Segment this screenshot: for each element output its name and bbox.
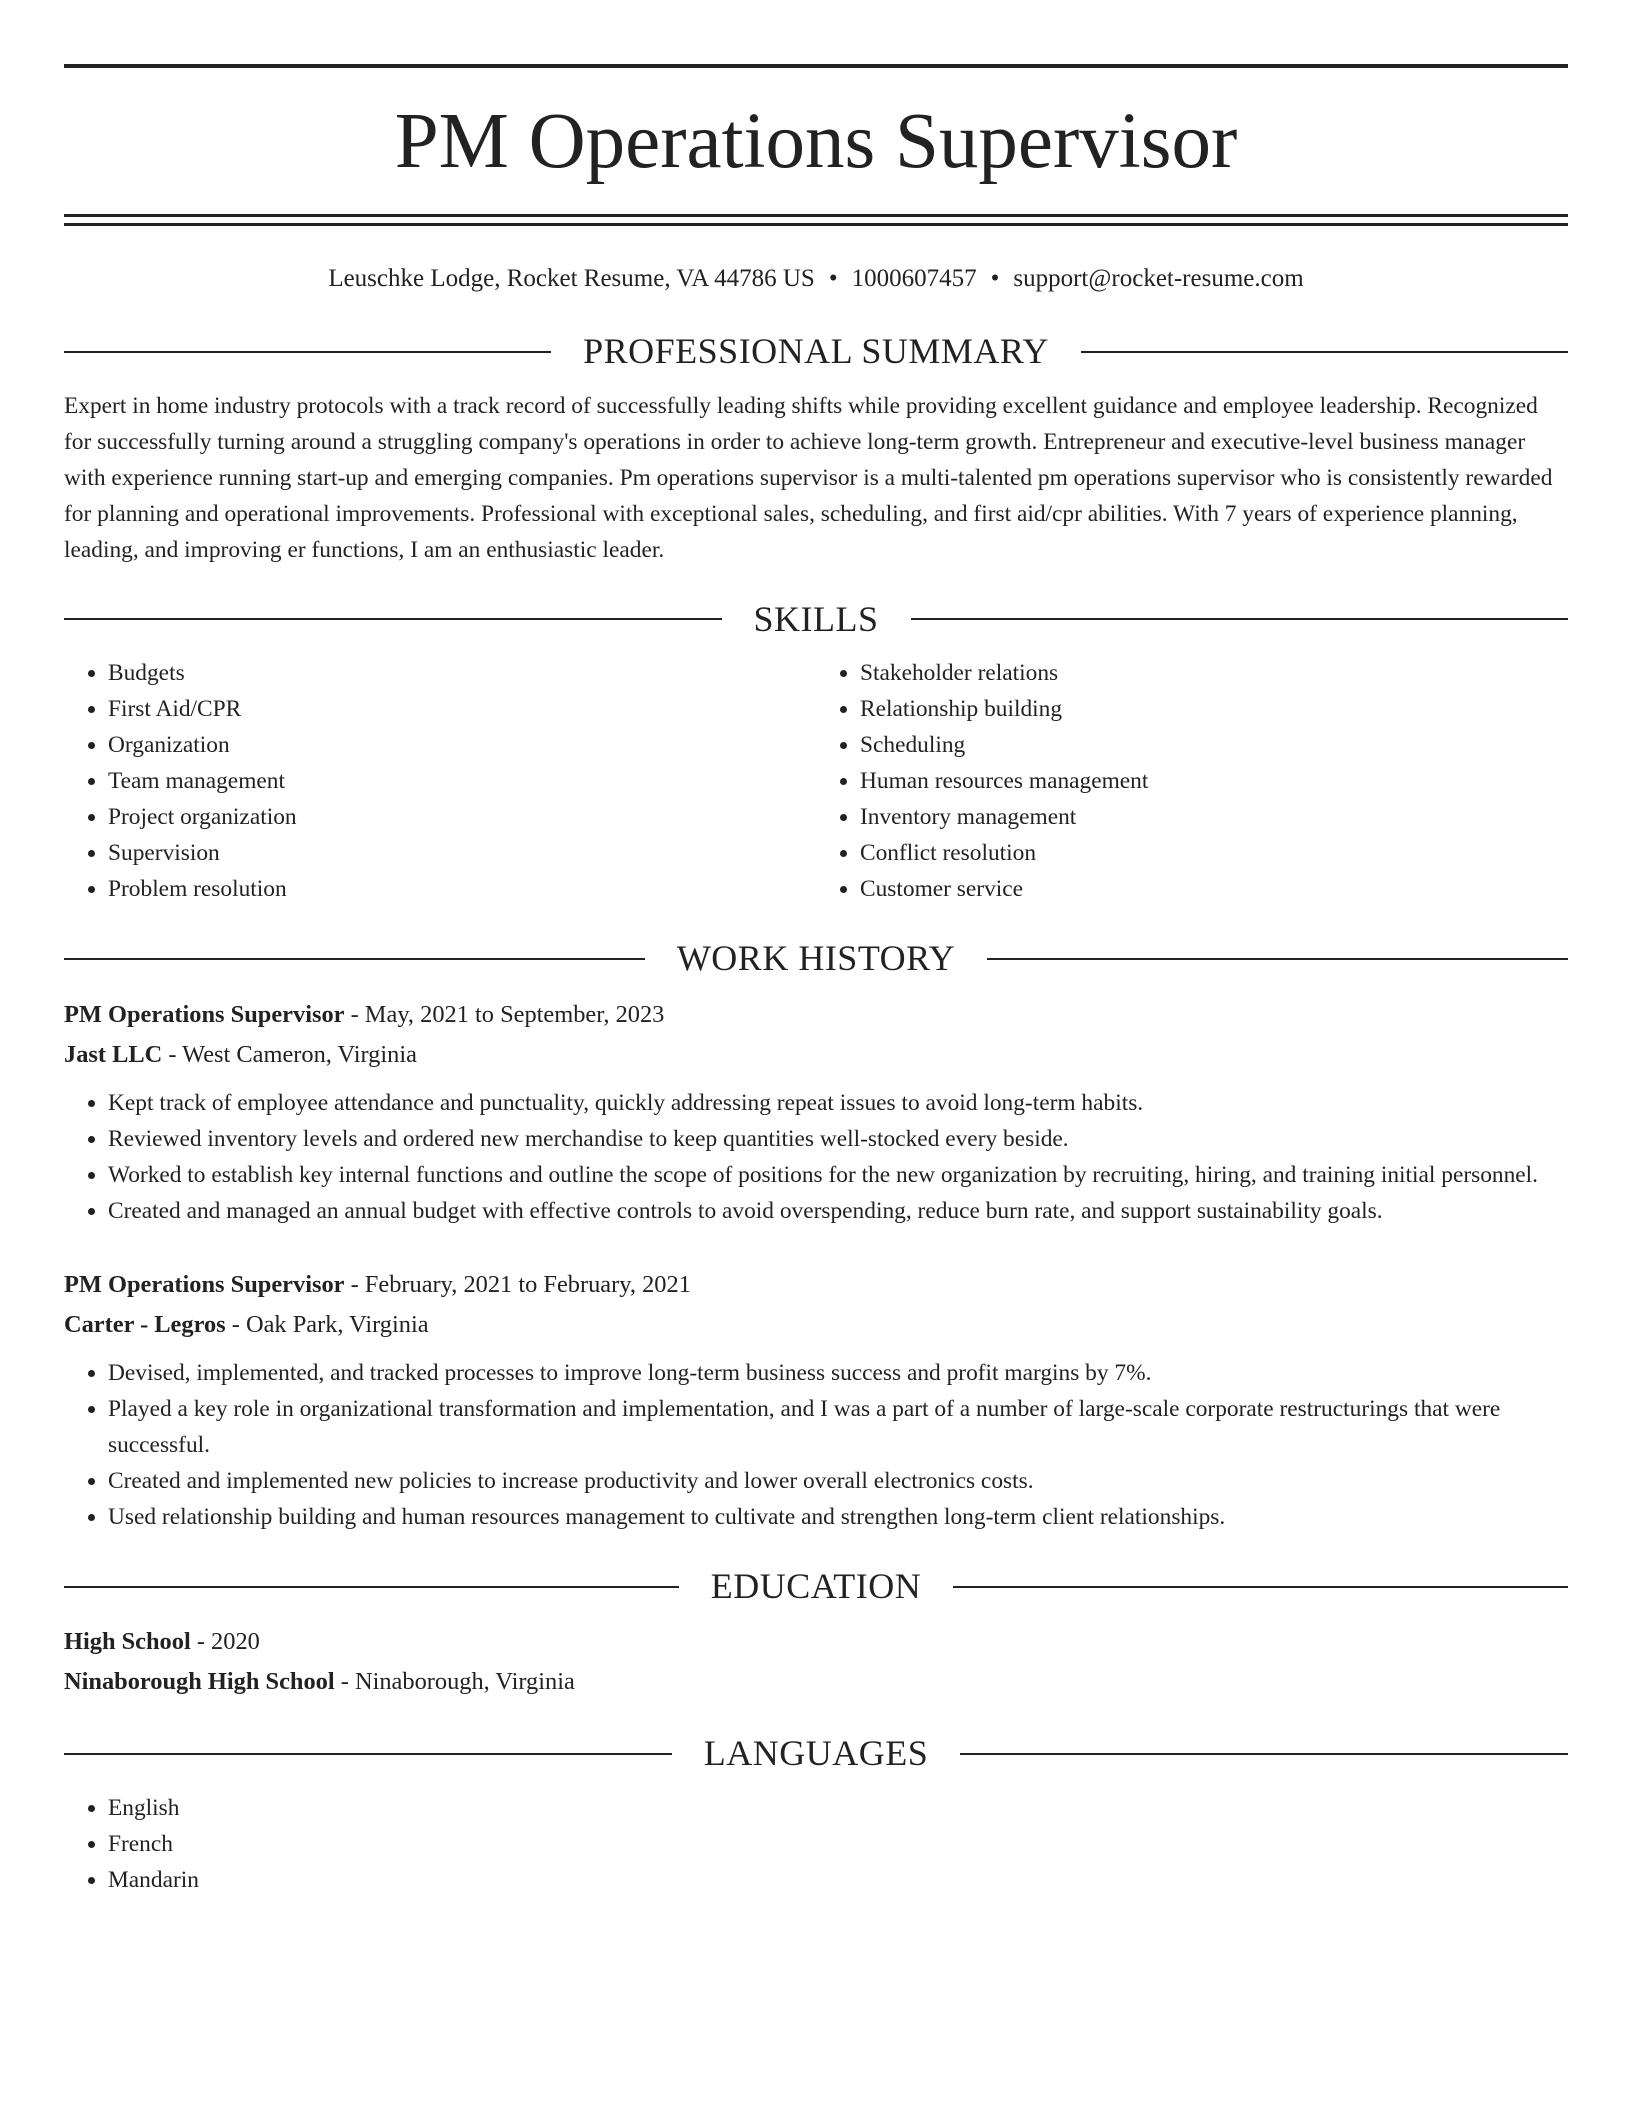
skill-item: • Scheduling <box>860 727 1568 763</box>
section-rule <box>911 618 1569 620</box>
job-company-line <box>64 1305 1568 1345</box>
section-rule <box>64 351 551 353</box>
candidate-name: PM Operations Supervisor <box>394 98 1238 185</box>
skill-item: • Project organization <box>108 799 816 835</box>
section-title-education: EDUCATION <box>710 1565 922 1606</box>
section-header-work <box>64 939 1568 979</box>
skill-item: • Budgets <box>108 655 816 691</box>
job-location: - Oak Park, Virginia <box>225 1310 429 1338</box>
skill-item: • Supervision <box>108 835 816 871</box>
contact-email: support@rocket-resume.com <box>1013 265 1304 292</box>
section-rule <box>64 1586 679 1588</box>
skill-item: • First Aid/CPR <box>108 691 816 727</box>
section-rule <box>1081 351 1568 353</box>
job-bullet: • Used relationship building and human resources management to cultivate and strengthen long-term client relationships. <box>108 1499 1568 1535</box>
language-item: • English <box>108 1790 1568 1826</box>
job-bullets <box>64 1355 1568 1535</box>
education-school-line <box>64 1662 1568 1702</box>
skills-column-left <box>64 655 816 907</box>
education-school: Ninaborough High School <box>64 1668 335 1696</box>
job-title-line <box>64 995 1568 1035</box>
name-underline-rule-second <box>64 223 1568 226</box>
education-degree-line <box>64 1622 1568 1662</box>
job-company: Carter - Legros <box>64 1310 226 1338</box>
section-rule <box>987 958 1568 960</box>
skill-item: • Relationship building <box>860 691 1568 727</box>
job-bullet: • Kept track of employee attendance and punctuality, quickly addressing repeat issues to avoid long-term habits. <box>108 1085 1568 1121</box>
section-rule <box>64 1753 672 1755</box>
education-location: - Ninaborough, Virginia <box>334 1668 575 1696</box>
job-bullets <box>64 1085 1568 1229</box>
job-company: Jast LLC <box>64 1040 163 1068</box>
contact-separator: • <box>990 265 1000 292</box>
skill-item: • Inventory management <box>860 799 1568 835</box>
section-header-skills <box>64 600 1568 640</box>
skill-item: • Customer service <box>860 871 1568 907</box>
top-rule <box>64 64 1568 68</box>
section-header-languages <box>64 1734 1568 1774</box>
skill-item: • Team management <box>108 763 816 799</box>
skill-item: • Stakeholder relations <box>860 655 1568 691</box>
section-header-education <box>64 1567 1568 1607</box>
language-item: • Mandarin <box>108 1862 1568 1898</box>
education-year: - 2020 <box>190 1628 260 1656</box>
section-header-summary <box>64 332 1568 372</box>
section-title-skills: SKILLS <box>753 598 879 639</box>
job-dates: - May, 2021 to September, 2023 <box>344 1000 665 1028</box>
section-rule <box>64 618 722 620</box>
education-degree: High School <box>64 1628 191 1656</box>
job-role: PM Operations Supervisor <box>64 1270 345 1298</box>
skill-item: • Organization <box>108 727 816 763</box>
job-role: PM Operations Supervisor <box>64 1000 345 1028</box>
job-bullet: • Played a key role in organizational transformation and implementation, and I was a part of a number of large-scale corporate restructurings that were successful. <box>108 1391 1568 1463</box>
section-title-summary: PROFESSIONAL SUMMARY <box>583 331 1049 371</box>
contact-address: Leuschke Lodge, Rocket Resume, VA 44786 US <box>328 265 815 292</box>
job-location: - West Cameron, Virginia <box>162 1040 417 1068</box>
section-rule <box>64 958 645 960</box>
job-entry <box>64 1265 1568 1535</box>
section-rule <box>960 1753 1568 1755</box>
skill-item: • Problem resolution <box>108 871 816 907</box>
job-entry <box>64 995 1568 1229</box>
summary-text: Expert in home industry protocols with a track record of successfully leading shifts while providing excellent guidance and employee leadership. Recognized for successfully turning around a struggling company's operations in order to achieve long-term growth. Entrepreneur and executive-level business manager with experience running start-up and emerging companies. Pm operations supervisor is a multi-talented pm operations supervisor who is consistently rewarded for planning and operational improvements. Professional with exceptional sales, scheduling, and first aid/cpr abilities. With 7 years of experience planning, leading, and improving er functions, I am an enthusiastic leader. <box>64 392 1553 563</box>
job-bullet: • Devised, implemented, and tracked processes to improve long-term business success and profit margins by 7%. <box>108 1355 1568 1391</box>
languages-list <box>64 1790 1568 1898</box>
name-underline-rule <box>64 214 1568 217</box>
education-entry <box>64 1622 1568 1702</box>
language-item: • French <box>108 1826 1568 1862</box>
skill-item: • Human resources management <box>860 763 1568 799</box>
job-bullet: • Worked to establish key internal functions and outline the scope of positions for the new organization by recruiting, hiring, and training initial personnel. <box>108 1157 1568 1193</box>
section-title-work: WORK HISTORY <box>676 938 956 979</box>
job-bullet: • Created and implemented new policies to increase productivity and lower overall electronics costs. <box>108 1463 1568 1499</box>
contact-phone: 1000607457 <box>851 265 977 292</box>
contact-separator: • <box>828 265 838 292</box>
skills-column-right <box>816 655 1568 907</box>
job-company-line <box>64 1035 1568 1075</box>
contact-line <box>64 264 1568 294</box>
section-title-languages: LANGUAGES <box>703 1733 929 1774</box>
job-bullet: • Reviewed inventory levels and ordered new merchandise to keep quantities well-stocked every beside. <box>108 1121 1568 1157</box>
job-bullet: • Created and managed an annual budget with effective controls to avoid overspending, reduce burn rate, and support sustainability goals. <box>108 1193 1568 1229</box>
skill-item: • Conflict resolution <box>860 835 1568 871</box>
job-dates: - February, 2021 to February, 2021 <box>344 1270 691 1298</box>
section-rule <box>953 1586 1568 1588</box>
job-title-line <box>64 1265 1568 1305</box>
skills-grid <box>64 655 1568 907</box>
